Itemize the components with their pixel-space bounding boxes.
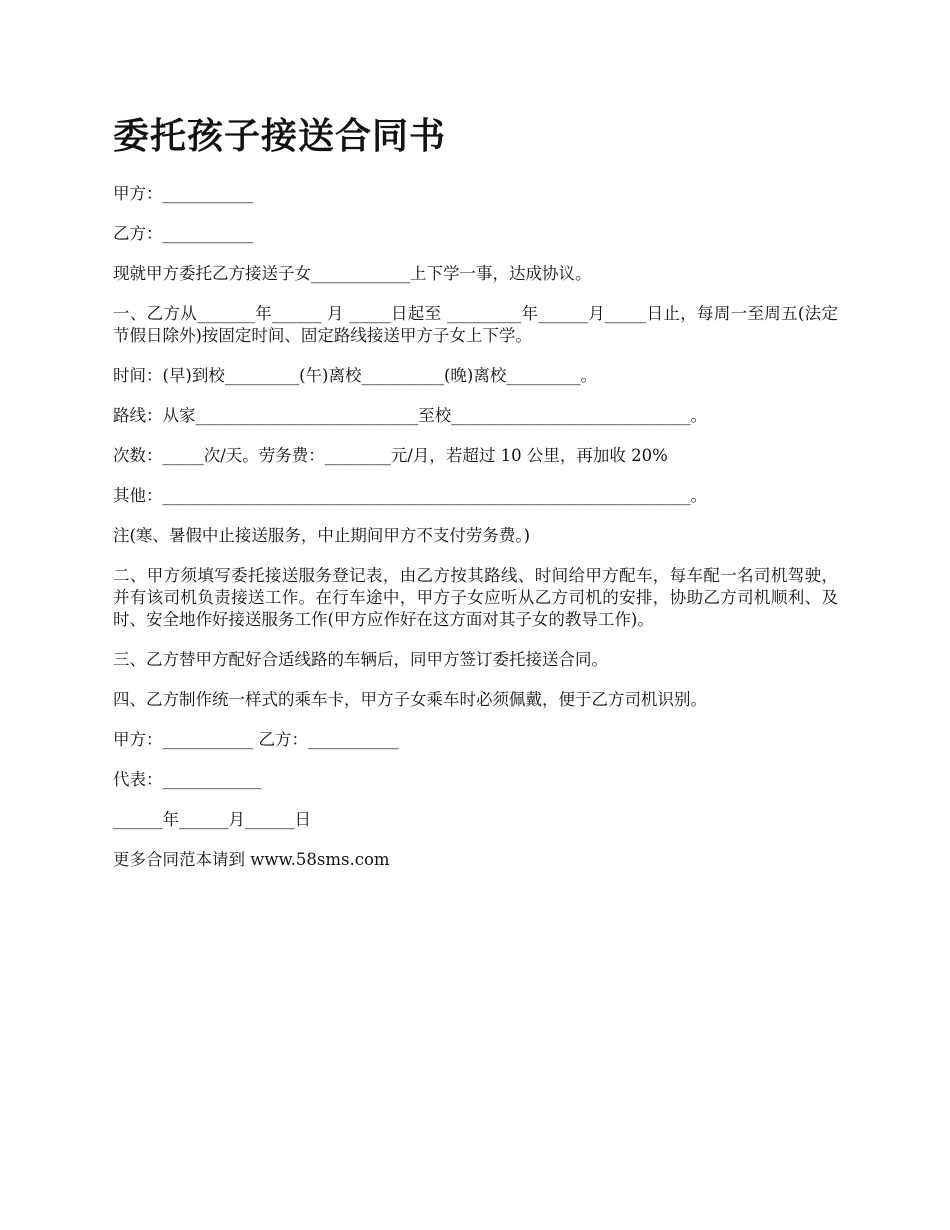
- time-line: 时间：(早)到校_________(午)离校__________(晚)离校_________。: [113, 366, 598, 385]
- clause-four: 四、乙方制作统一样式的乘车卡，甲方子女乘车时必须佩戴，便于乙方司机识别。: [113, 690, 707, 709]
- clause-three: 三、乙方替甲方配好合适线路的车辆后，同甲方签订委托接送合同。: [113, 650, 608, 669]
- frequency-fee-line: 次数：_____次/天。劳务费：________元/月，若超过 10 公里，再加收 20%: [113, 446, 668, 465]
- representative-line: 代表：____________: [113, 770, 262, 789]
- note-line: 注(寒、暑假中止接送服务，中止期间甲方不支付劳务费。): [113, 526, 531, 545]
- route-line: 路线：从家___________________________至校_____________________________。: [113, 406, 707, 425]
- document-title: 委托孩子接送合同书: [113, 115, 447, 157]
- party-b-line: 乙方：___________: [113, 224, 254, 243]
- other-line: 其他：________________________________________________________________。: [113, 486, 707, 505]
- clause-one: 一、乙方从_______年______ 月 _____日起至 _________年______月_____日止，每周一至周五(法定节假日除外)按固定时间、固定路线接送甲方子女上下学。: [113, 304, 839, 345]
- clause-two: 二、甲方须填写委托接送服务登记表，由乙方按其路线、时间给甲方配车，每车配一名司机驾驶，并有该司机负责接送工作。在行车途中，甲方子女应听从乙方司机的安排，协助乙方司机顺利、及时、安全地作好接送服务工作(甲方应作好在这方面对其子女的教导工作)。: [113, 566, 838, 629]
- date-line: ______年______月______日: [113, 810, 311, 829]
- footer-more-templates: 更多合同范本请到 www.58sms.com: [113, 850, 390, 869]
- party-a-line: 甲方：___________: [113, 184, 254, 203]
- signature-parties-line: 甲方：___________ 乙方：___________: [113, 730, 399, 749]
- agreement-intro: 现就甲方委托乙方接送子女____________上下学一事，达成协议。: [113, 264, 592, 283]
